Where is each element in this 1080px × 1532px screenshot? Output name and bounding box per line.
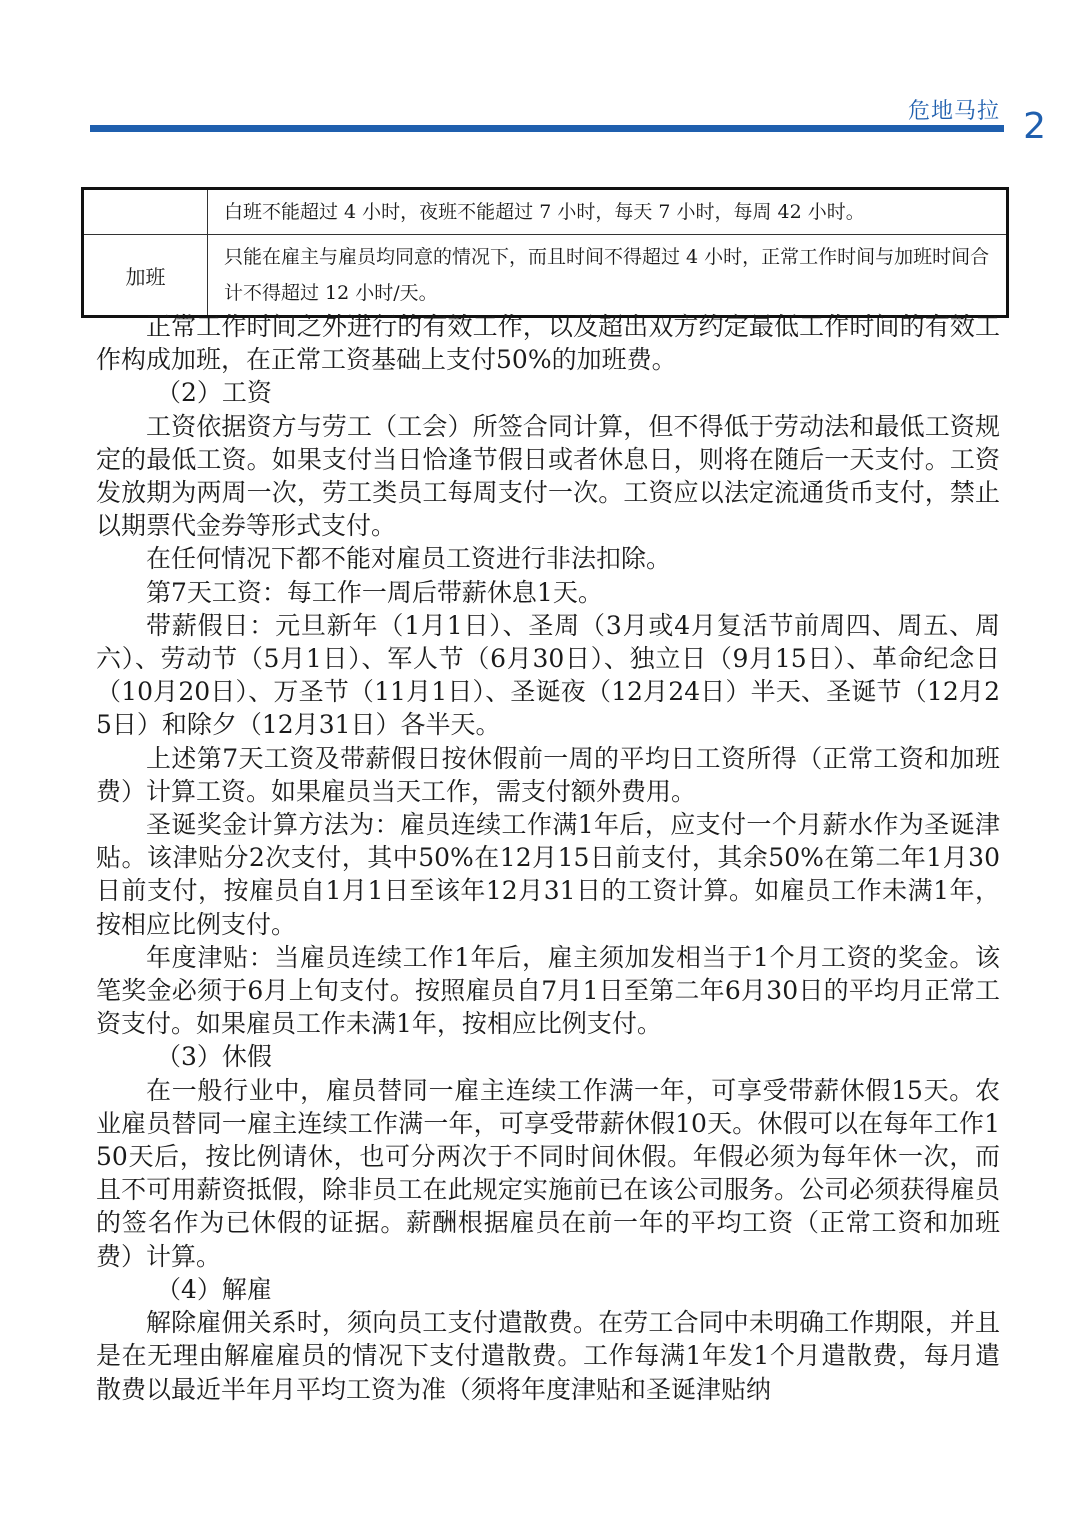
table-label-cell: 加班 [83,235,208,317]
paragraph: 在任何情况下都不能对雇员工资进行非法扣除。 [146,544,672,574]
section-heading: （4）解雇 [156,1274,272,1304]
table-content-cell: 白班不能超过 4 小时，夜班不能超过 7 小时，每天 7 小时，每周 42 小时。 [208,189,1008,235]
paragraph: 在一般行业中，雇员替同一雇主连续工作满一年，可享受带薪休假15天。农业雇员替同一雇主连续工作满一年，可享受带薪休假10天。休假可以在每年工作150天后，按比例请休，也可分两次于不同时间休假。年假必须为每年休一次，而且不可用薪资抵假，除非员工在此规定实施前已在该公司服务。公司必须获得雇员的签名作为已休假的证据。薪酬根据雇员在前一年的平均工资（正常工资和加班费）计算。 [96,1075,1000,1271]
table-label-cell [83,189,208,235]
header-rule [90,125,1004,132]
paragraph: 解除雇佣关系时，须向员工支付遣散费。在劳工合同中未明确工作期限，并且是在无理由解雇雇员的情况下支付遣散费。工作每满1年发1个月遣散费，每月遣散费以最近半年月平均工资为准（须将年度津贴和圣诞津贴纳 [96,1308,1000,1404]
working-hours-table [81,187,1009,318]
paragraph: 工资依据资方与劳工（工会）所签合同计算，但不得低于劳动法和最低工资规定的最低工资。如果支付当日恰逢节假日或者休息日，则将在随后一天支付。工资发放期为两周一次，劳工类员工每周支付一次。工资应以法定流通货币支付，禁止以期票代金券等形式支付。 [96,411,1000,541]
table-content-cell: 只能在雇主与雇员均同意的情况下，而且时间不得超过 4 小时，正常工作时间与加班时间合计不得超过 12 小时/天。 [208,235,1008,317]
table-row [83,189,1008,235]
section-heading: （2）工资 [156,378,272,408]
header-title: 危地马拉 [907,99,1000,124]
section-heading: （3）休假 [156,1042,272,1072]
page-number: 2 [1023,106,1046,147]
body-text [96,310,1000,1406]
paragraph: 上述第7天工资及带薪假日按休假前一周的平均日工资所得（正常工资和加班费）计算工资。如果雇员当天工作，需支付额外费用。 [96,743,1000,806]
paragraph: 带薪假日：元旦新年（1月1日）、圣周（3月或4月复活节前周四、周五、周六）、劳动节（5月1日）、军人节（6月30日）、独立日（9月15日）、革命纪念日（10月20日）、万圣节（11月1日）、圣诞夜（12月24日）半天、圣诞节（12月25日）和除夕（12月31日）各半天。 [96,610,1000,740]
paragraph: 第7天工资：每工作一周后带薪休息1天。 [146,577,603,607]
paragraph: 圣诞奖金计算方法为：雇员连续工作满1年后，应支付一个月薪水作为圣诞津贴。该津贴分2次支付，其中50%在12月15日前支付，其余50%在第二年1月30日前支付，按雇员自1月1日至该年12月31日的工资计算。如雇员工作未满1年，按相应比例支付。 [96,810,1000,939]
table-row [83,235,1008,317]
paragraph: 正常工作时间之外进行的有效工作，以及超出双方约定最低工作时间的有效工作构成加班，在正常工资基础上支付50%的加班费。 [96,312,1000,375]
paragraph: 年度津贴：当雇员连续工作1年后，雇主须加发相当于1个月工资的奖金。该笔奖金必须于6月上旬支付。按照雇员自7月1日至第二年6月30日的平均月正常工资支付。如果雇员工作未满1年，按相应比例支付。 [96,942,1000,1039]
